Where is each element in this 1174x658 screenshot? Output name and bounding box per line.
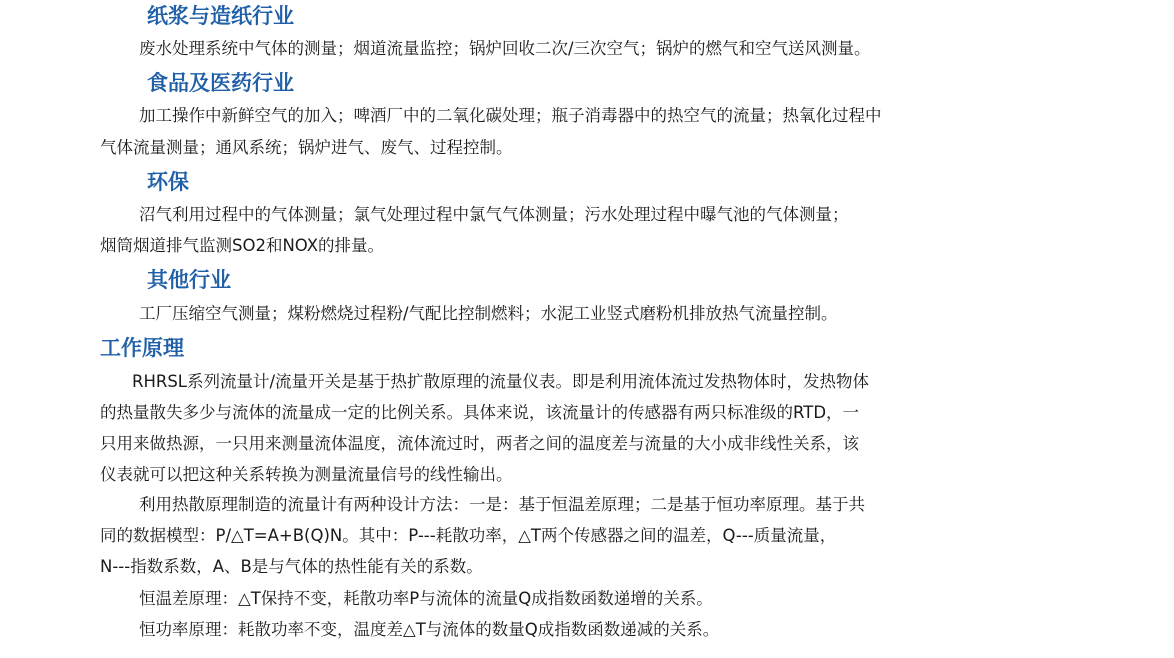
principle-para1-line4: 仪表就可以把这种关系转换为测量流量信号的线性输出。 (100, 465, 513, 484)
principle-para2-line3: N---指数系数，A、B是与气体的热性能有关的系数。 (100, 557, 483, 576)
section-text-environment-line2: 烟筒烟道排气监测SO2和NOX的排量。 (100, 236, 385, 255)
section-heading-food-pharma: 食品及医药行业 (147, 71, 294, 95)
section-text-food-pharma-line2: 气体流量测量；通风系统；锅炉进气、废气、过程控制。 (100, 138, 513, 157)
section-heading-pulp-paper: 纸浆与造纸行业 (147, 4, 294, 28)
principle-constant-temp: 恒温差原理：△T保持不变，耗散功率P与流体的流量Q成指数函数递增的关系。 (139, 589, 713, 608)
principle-constant-power: 恒功率原理：耗散功率不变，温度差△T与流体的数量Q成指数函数递减的关系。 (139, 620, 720, 639)
section-text-pulp-paper: 废水处理系统中气体的测量；烟道流量监控；锅炉回收二次/三次空气；锅炉的燃气和空气送风测量。 (139, 39, 871, 58)
principle-para2-line1: 利用热散原理制造的流量计有两种设计方法：一是：基于恒温差原理；二是基于恒功率原理。基于共 (139, 495, 865, 514)
principle-para2-line2: 同的数据模型：P/△T=A+B(Q)N。其中：P---耗散功率，△T两个传感器之间的温差，Q---质量流量， (100, 526, 837, 545)
section-text-other: 工厂压缩空气测量；煤粉燃烧过程粉/气配比控制燃料；水泥工业竖式磨粉机排放热气流量控制。 (139, 304, 838, 323)
section-text-food-pharma-line1: 加工操作中新鲜空气的加入；啤酒厂中的二氧化碳处理；瓶子消毒器中的热空气的流量；热氧化过程中 (139, 106, 882, 125)
principle-para1-line2: 的热量散失多少与流体的流量成一定的比例关系。具体来说，该流量计的传感器有两只标准级的RTD，一 (100, 403, 860, 422)
section-text-environment-line1: 沼气利用过程中的气体测量；氯气处理过程中氯气气体测量；污水处理过程中曝气池的气体测量； (139, 205, 849, 224)
principle-para1-line3: 只用来做热源，一只用来测量流体温度，流体流过时，两者之间的温度差与流量的大小成非线性关系，该 (100, 434, 859, 453)
principle-para1-line1: RHRSL系列流量计/流量开关是基于热扩散原理的流量仪表。即是利用流体流过发热物体时，发热物体 (132, 372, 870, 391)
section-heading-other: 其他行业 (147, 268, 231, 292)
section-heading-environment: 环保 (147, 170, 189, 194)
principle-heading: 工作原理 (100, 336, 184, 360)
